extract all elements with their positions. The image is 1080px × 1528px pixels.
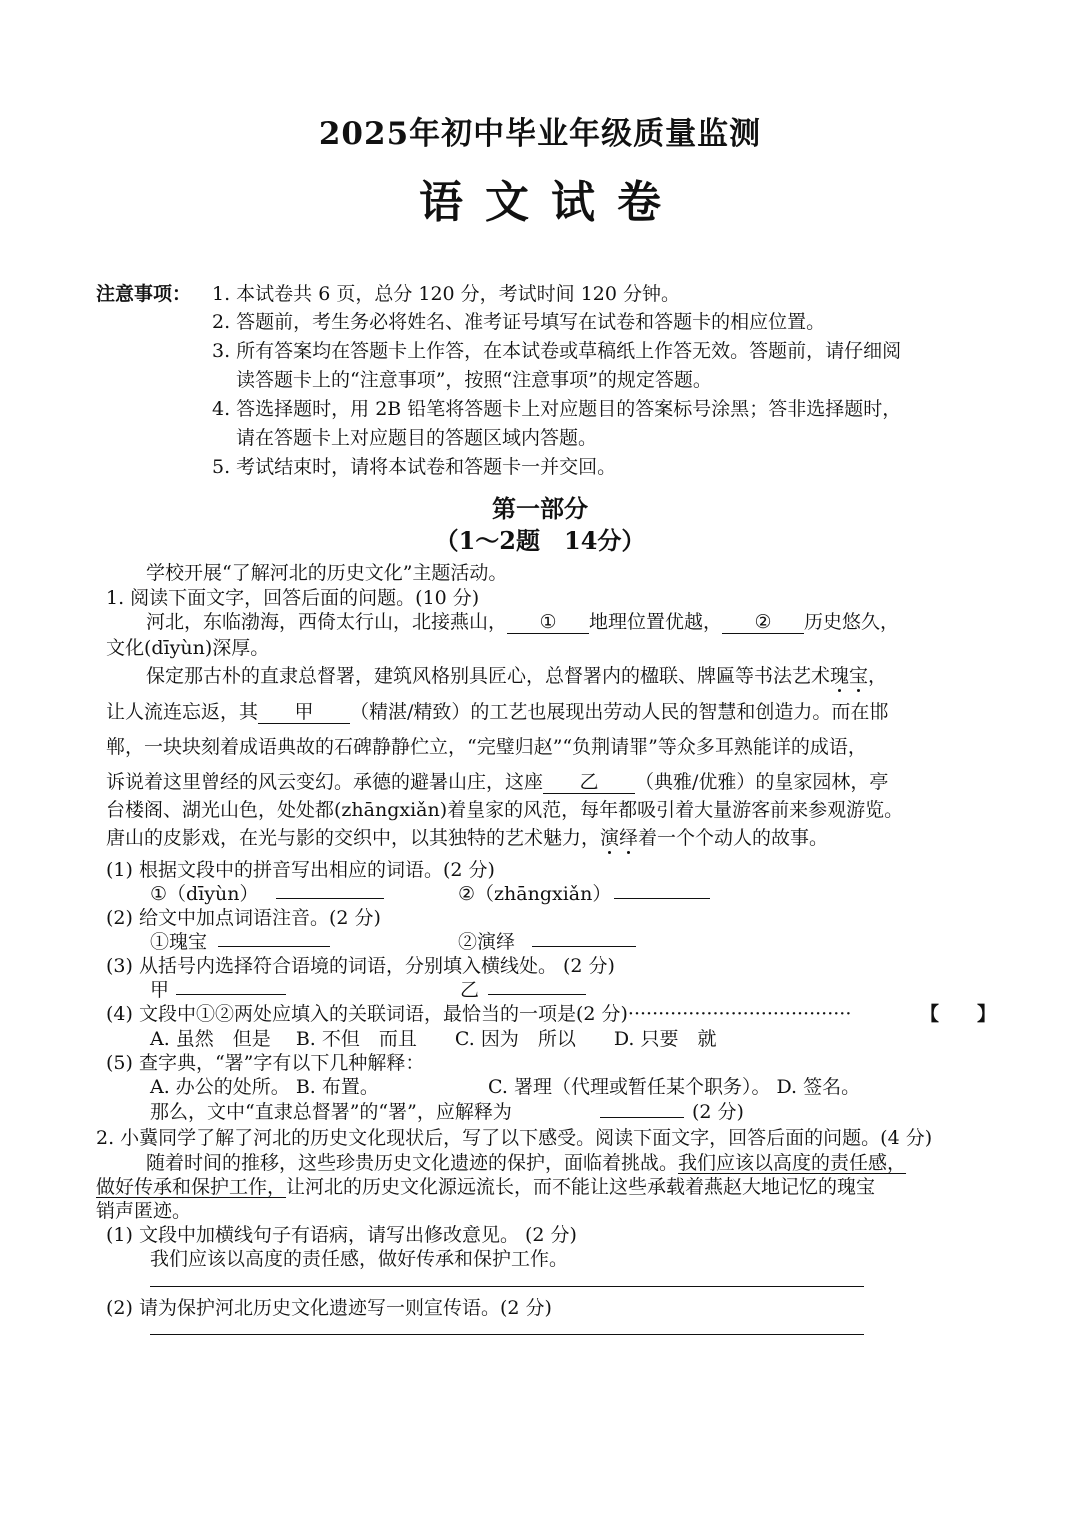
q2-sub1-stem: (1) 文段中加横线句子有语病，请写出修改意见。 (2 分) — [106, 1224, 577, 1246]
q1-sub4-stem: (4) 文段中①②两处应填入的关联词语，最恰当的一项是(2 分)····································· — [106, 1003, 852, 1025]
blank-1: ① — [507, 612, 589, 634]
note-item-4: 4. 答选择题时，用 2B 铅笔将答题卡上对应题目的答案标号涂黑；答非选择题时， — [212, 398, 902, 420]
q1-sub2-a-answer-line — [218, 946, 330, 947]
activity-intro: 学校开展“了解河北的历史文化”主题活动。 — [146, 562, 508, 584]
q1-para2-line5: 台楼阁、湖光山色，处处都(zhāngxiǎn)着皇家的风范，每年都吸引着大量游客前来参观游览。 — [106, 799, 904, 821]
q2-sub2-stem: (2) 请为保护河北历史文化遗迹写一则宣传语。(2 分) — [106, 1297, 552, 1319]
notes-label: 注意事项： — [96, 283, 192, 305]
q1-sub1-stem: (1) 根据文段中的拼音写出相应的词语。(2 分) — [106, 859, 495, 881]
q2-sub1-quote: 我们应该以高度的责任感，做好传承和保护工作。 — [150, 1248, 569, 1270]
subject-title: 语文试卷 — [419, 177, 683, 228]
section-title: 第一部分 — [492, 494, 588, 523]
q1-sub5-options-b: C. 署理（代理或暂任某个职务）。 D. 签名。 — [488, 1076, 861, 1098]
q1-sub2-stem: (2) 给文中加点词语注音。(2 分) — [106, 907, 381, 929]
note-item-3: 3. 所有答案均在答题卡上作答，在本试卷或草稿纸上作答无效。答题前，请仔细阅 — [212, 340, 902, 362]
q2-stem: 2. 小冀同学了解了河北的历史文化现状后，写了以下感受。阅读下面文字，回答后面的问题。(4 分) — [96, 1127, 933, 1149]
note-item-5: 5. 考试结束时，请将本试卷和答题卡一并交回。 — [212, 456, 617, 478]
q1-sub3-b: 乙 — [460, 979, 480, 1001]
note-item-1: 1. 本试卷共 6 页，总分 120 分，考试时间 120 分钟。 — [212, 283, 681, 305]
q2-sub1-answer-line — [150, 1286, 864, 1287]
q2-para-line2: 做好传承和保护工作，让河北的历史文化源远流长，而不能让这些承载着燕赵大地记忆的瑰宝 — [96, 1176, 876, 1198]
q1-sub2-b-answer-line — [532, 946, 636, 947]
q1-sub5-score: (2 分) — [692, 1101, 744, 1123]
q2-underlined-sentence-part1: 我们应该以高度的责任感， — [678, 1152, 907, 1174]
q1-para2-line2: 让人流连忘返，其 甲 （精湛/精致）的工艺也展现出劳动人民的智慧和创造力。而在邯 — [106, 701, 889, 723]
q1-sub3-a-answer-line — [176, 994, 286, 995]
q1-sub5-options-a: A. 办公的处所。 B. 布置。 — [150, 1076, 379, 1098]
q1-sub4-options: A. 虽然 但是 B. 不但 而且 C. 因为 所以 D. 只要 就 — [150, 1028, 717, 1050]
section-subtitle: （1～2题 14分） — [434, 526, 646, 555]
q1-sub3-b-answer-line — [488, 994, 586, 995]
q1-para2-line6: 唐山的皮影戏，在光与影的交织中，以其独特的艺术魅力，演绎着一个个动人的故事。 — [106, 827, 829, 849]
q2-para-line1: 随着时间的推移，这些珍贵历史文化遗迹的保护，面临着挑战。我们应该以高度的责任感， — [146, 1152, 907, 1174]
dotted-char-bao: 宝 — [849, 665, 869, 687]
blank-yi: 乙 — [543, 772, 635, 794]
q1-sub3-stem: (3) 从括号内选择符合语境的词语，分别填入横线处。 (2 分) — [106, 955, 615, 977]
q1-sub2-a: ①瑰宝 — [150, 931, 208, 953]
q1-para2-line3: 郸，一块块刻着成语典故的石碑静静伫立，“完璧归赵”“负荆请罪”等众多耳熟能详的成语， — [106, 736, 867, 758]
note-item-4-cont: 请在答题卡上对应题目的答题区域内答题。 — [236, 427, 598, 449]
dotted-char-yan: 演 — [600, 827, 620, 849]
q1-para1-line2: 文化(dīyùn)深厚。 — [106, 637, 270, 659]
q1-sub2-b: ②演绎 — [458, 931, 516, 953]
q1-para2-line4: 诉说着这里曾经的风云变幻。承德的避暑山庄，这座 乙 （典雅/优雅）的皇家园林，亭 — [106, 771, 889, 793]
q1-sub5-ask: 那么，文中“直隶总督署”的“署”，应解释为 — [150, 1101, 512, 1123]
q2-para-line3: 销声匿迹。 — [96, 1200, 192, 1222]
exam-title: 2025年初中毕业年级质量监测 — [318, 116, 762, 152]
q1-sub1-a: ①（dīyùn） — [150, 883, 259, 905]
q1-sub5-answer-line — [600, 1117, 684, 1118]
q2-underlined-sentence-part2: 做好传承和保护工作， — [96, 1176, 287, 1198]
q1-stem: 1. 阅读下面文字，回答后面的问题。(10 分) — [106, 587, 480, 609]
q1-para2-line1: 保定那古朴的直隶总督署，建筑风格别具匠心，总督署内的楹联、牌匾等书法艺术瑰宝， — [146, 665, 888, 687]
q1-sub1-a-answer-line — [276, 898, 384, 899]
q1-sub3-a: 甲 — [150, 979, 170, 1001]
dotted-char-gui: 瑰 — [830, 665, 850, 687]
q2-sub2-answer-line — [150, 1334, 864, 1335]
blank-2: ② — [722, 612, 804, 634]
note-item-2: 2. 答题前，考生务必将姓名、准考证号填写在试卷和答题卡的相应位置。 — [212, 311, 826, 333]
q1-sub1-b: ②（zhāngxiǎn） — [458, 883, 612, 905]
blank-jia: 甲 — [258, 702, 350, 724]
note-item-3-cont: 读答题卡上的“注意事项”，按照“注意事项”的规定答题。 — [236, 369, 712, 391]
q1-sub1-b-answer-line — [614, 898, 710, 899]
q1-para1-line1: 河北，东临渤海，西倚太行山，北接燕山， ① 地理位置优越， ② 历史悠久， — [146, 611, 900, 633]
dotted-char-yi: 绎 — [619, 827, 639, 849]
q1-sub5-stem: (5) 查字典，“署”字有以下几种解释： — [106, 1052, 425, 1074]
q1-sub4-answer-bracket: 【 】 — [920, 1003, 997, 1025]
